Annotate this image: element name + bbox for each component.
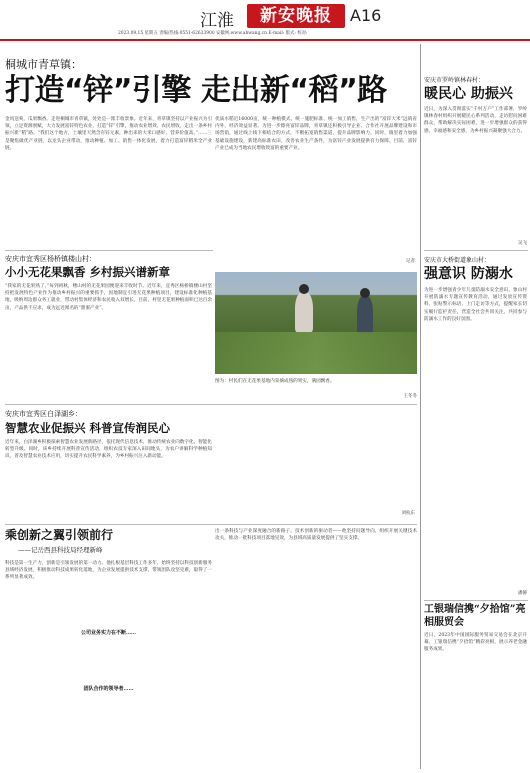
masthead-meta: 2023.09.15 星期五 责编/热线:0551-62633900 安徽网:www.ahwang.cn E-mail: 版式: 校对: [118,31,308,36]
story2-photo-caption: 图为：村民们在无花果基地内采摘成熟的果实，满园飘香。 [215,379,335,384]
sidebar3-headline: 工银瑞信携“夕拾馆”亮相服贸会 [424,604,526,628]
story2-text: “我家的无花果熟了，”每到初秋，楼山村的无花果园便迎来丰收时节。近年来，宜秀区杨桥镇楼山村坚持把发展特色产业作为推动乡村振兴的重要抓手，因地制宜引进无花果种植项目，建设标准化种植基地，吸纳周边群众务工就业，带动村集体经济和农民收入双增长。目前，村里无花果种植面积已达百余亩，产品供不应求，成为远近闻名的“甜蜜产业”。 [5,284,212,311]
divider [424,250,528,251]
story2-byline: 王冬冬 [403,394,417,399]
story3-text-cont [215,410,417,518]
sidebar1-headline: 暖民心 助振兴 [424,86,513,102]
main-headline: 打造“锌”引擎 走出新“稻”路 [5,73,387,108]
sidebar1-kicker: 安庆市罗岭镇林春村： [424,77,485,84]
story2-headline: 小小无花果飘香 乡村振兴谱新章 [5,265,171,279]
masthead-region: 江淮 [200,11,234,31]
sidebar1-text: 近日，为深入贯彻落实“千村万户”工作部署，罗岭镇林春村组织开展暖民心系列活动，走访慰问困难群众，帮助解决实际困难，进一步增强群众的获得感、幸福感和安全感，为乡村振兴凝聚强大合力。 [424,107,527,134]
story4-subhead: ——记岳西县科技局经理新峰 [18,546,103,554]
sidebar3-text: 近日，2023年中国国际服务贸易交易会在北京开幕，工银瑞信携“夕拾馆”精彩亮相，展示养老金融服务成果。 [424,633,527,653]
masthead [0,0,530,40]
sidebar2-headline: 强意识 防溺水 [424,266,513,282]
sidebar2-kicker: 安庆市大桥街道象山村： [424,257,491,264]
story2-kicker: 安庆市宜秀区杨桥镇楼山村： [5,255,96,263]
main-story-col2: 优质水稻近16000亩，统一种植模式、统一施肥标准、统一加工销售，生产出的“富锌大米”远销省内外，经济效益显著。为进一步擦亮富锌品牌，青草镇还积极引导企业、合作社开展品牌建设和市场营销，通过线上线下相结合的方式，不断拓宽销售渠道，提升品牌影响力。同时，镇里着力加强基础设施建设，新建高标准农田，改善农业生产条件，为富锌产业发展提供有力保障。目前，富锌产业已成为当地农民增收致富的重要产业。 [215,117,417,151]
story3-headline: 智慧农业促振兴 科普宣传润民心 [5,421,171,435]
divider [5,524,417,525]
story4-section1: 公司业务实力在不断…… [80,630,136,636]
story3-byline: 刘杭东 [401,511,415,516]
main-kicker: 桐城市青草镇： [5,58,82,71]
sidebar2-byline: 潘静 [518,591,527,596]
story4-section2: 团队合作的领导者…… [83,686,134,692]
sidebar2-text: 为进一步增强青少年儿童防溺水安全意识，象山村开展防溺水专题宣传教育活动，通过发放宣传资料、张贴警示标语、上门走访等方式，提醒家长切实履行监护责任，营造全社会共同关注、共同参与防溺水工作的良好氛围。 [424,288,527,322]
divider [5,404,417,405]
main-byline: 记者 [406,259,415,264]
center-bottom-text: 出一条科技与产业深度融合的新路子。技术创新的驱动者——他坚持问题导向，组织开展关键技术攻关，推动一批科技项目落地见效，为县域高质量发展提供了坚实支撑。 [215,529,417,542]
masthead-rule [0,39,530,41]
story3-kicker: 安庆市宜秀区白泽湖乡： [5,410,82,418]
story2-photo [215,272,417,374]
column-rule [420,44,421,769]
page-number: A16 [350,6,382,25]
sidebar1-byline: 吴飞 [518,241,527,246]
main-story-col1: 金风送爽，瓜果飘香。走进桐城市青草镇，处处是一派丰收景象。近年来，青草镇坚持以产业振兴为引领，立足资源禀赋，大力发展富锌特色农业，打造“锌”引擎，推动农业增效、农民增收，走出一条乡村振兴新“稻”路。“我们这个地方，土壤里天然含有锌元素，种出来的大米口感好、营养价值高。”……三是聚焦做优产业链，以龙头企业带动，推动种植、加工、销售一体化发展，着力打造富锌稻米全产业链。 [5,117,212,151]
story4-headline: 乘创新之翼引领前行 [5,528,114,542]
masthead-paper-name: 新安晚报 [260,6,332,26]
divider [424,600,528,601]
story3-text: 近年来，白泽湖乡积极探索智慧农业发展新路径，依托现代信息技术，推动传统农业向数字化、智能化转型升级。同时，该乡持续开展科普宣传活动，组织农技专家深入田间地头，为农户讲解科学种植知识，普及智慧农业技术应用，切实提升农民科学素养，为乡村振兴注入新动能。 [5,440,212,460]
masthead-logo [247,4,345,28]
story4-text: 科技是第一生产力，创新是引领发展的第一动力。他扎根基层科技工作多年，始终坚持以科技创新服务县域经济发展，积极推动科技成果转化落地，为企业发展提供技术支撑，带领团队攻坚克难，取得了一系列显著成效。 [5,561,212,581]
story4-text-2 [5,640,212,684]
divider [5,250,213,251]
